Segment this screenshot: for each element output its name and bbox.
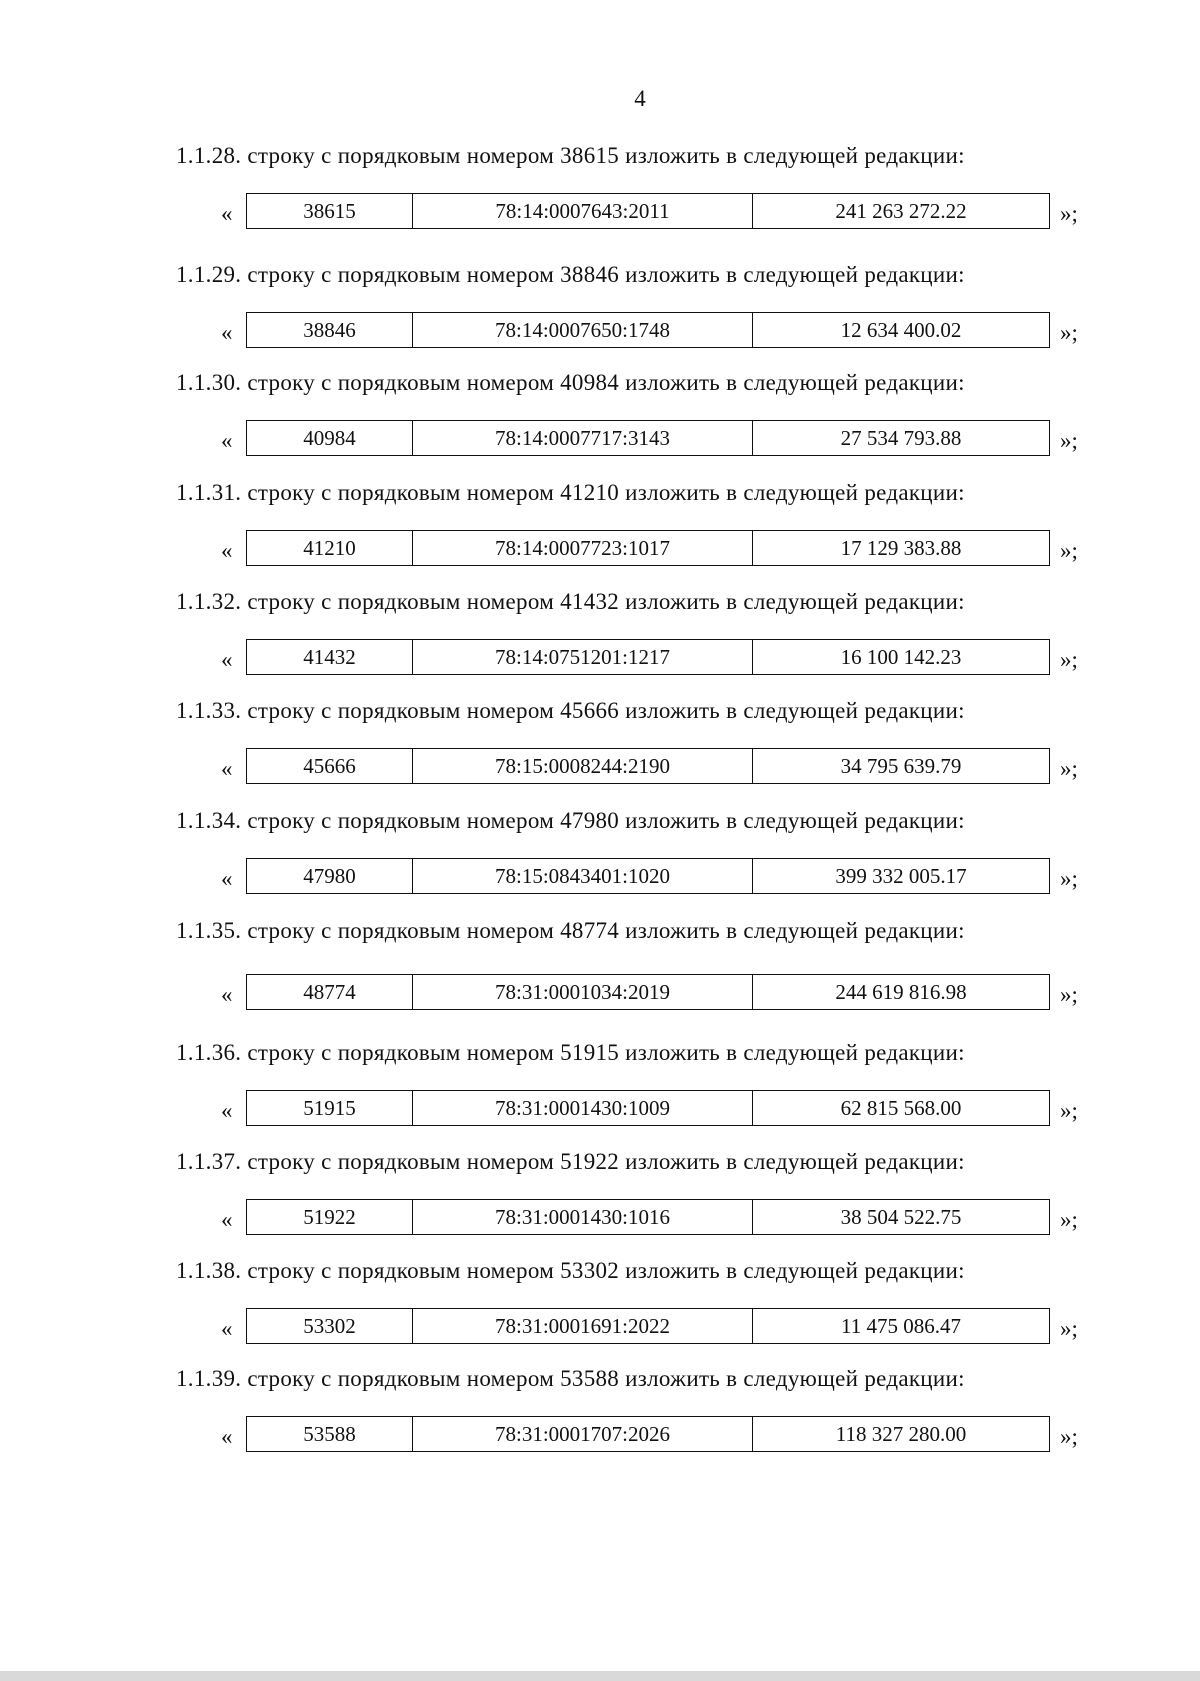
row-table bbox=[246, 858, 1050, 894]
value-cell: 118 327 280.00 bbox=[835, 1421, 967, 1446]
replacement-row bbox=[0, 748, 1200, 788]
amendment-item bbox=[0, 143, 1200, 253]
row-table bbox=[246, 1416, 1050, 1452]
row-table bbox=[246, 1308, 1050, 1344]
value-cell: 12 634 400.02 bbox=[840, 317, 962, 342]
replacement-row bbox=[0, 420, 1200, 460]
amendment-item bbox=[0, 918, 1200, 1028]
closing-quote: »; bbox=[1060, 538, 1078, 563]
value-cell: 241 263 272.22 bbox=[835, 198, 967, 223]
value-cell: 11 475 086.47 bbox=[841, 1313, 961, 1338]
amendment-item bbox=[0, 1040, 1200, 1150]
replacement-row bbox=[0, 1308, 1200, 1348]
cadastral-number-cell: 78:31:0001691:2022 bbox=[413, 1309, 753, 1343]
row-number-cell: 51915 bbox=[247, 1091, 413, 1125]
amendment-instruction: 1.1.35. строку с порядковым номером 48774 изложить в следующей редакции: bbox=[176, 918, 965, 943]
opening-quote: « bbox=[221, 647, 233, 672]
amendment-item bbox=[0, 1258, 1200, 1368]
amendment-item bbox=[0, 262, 1200, 372]
amendment-instruction: 1.1.39. строку с порядковым номером 53588 изложить в следующей редакции: bbox=[176, 1366, 965, 1391]
replacement-row bbox=[0, 1416, 1200, 1456]
opening-quote: « bbox=[221, 201, 233, 226]
amendment-instruction: 1.1.29. строку с порядковым номером 38846 изложить в следующей редакции: bbox=[176, 262, 965, 287]
amendment-instruction: 1.1.28. строку с порядковым номером 38615 изложить в следующей редакции: bbox=[176, 143, 965, 168]
value-cell: 17 129 383.88 bbox=[840, 535, 962, 560]
replacement-row bbox=[0, 858, 1200, 898]
amendment-instruction: 1.1.36. строку с порядковым номером 51915 изложить в следующей редакции: bbox=[176, 1040, 965, 1065]
closing-quote: »; bbox=[1060, 647, 1078, 672]
row-table bbox=[246, 193, 1050, 229]
opening-quote: « bbox=[221, 1424, 233, 1449]
cadastral-number-cell: 78:14:0007643:2011 bbox=[413, 194, 753, 228]
value-cell: 38 504 522.75 bbox=[840, 1204, 962, 1229]
row-number-cell: 48774 bbox=[247, 975, 413, 1009]
opening-quote: « bbox=[221, 866, 233, 891]
row-table bbox=[246, 1090, 1050, 1126]
row-number-cell: 53588 bbox=[247, 1417, 413, 1451]
row-table bbox=[246, 974, 1050, 1010]
opening-quote: « bbox=[221, 1098, 233, 1123]
opening-quote: « bbox=[221, 982, 233, 1007]
opening-quote: « bbox=[221, 1207, 233, 1232]
row-table bbox=[246, 1199, 1050, 1235]
closing-quote: »; bbox=[1060, 201, 1078, 226]
closing-quote: »; bbox=[1060, 1207, 1078, 1232]
closing-quote: »; bbox=[1060, 1424, 1078, 1449]
closing-quote: »; bbox=[1060, 756, 1078, 781]
cadastral-number-cell: 78:31:0001034:2019 bbox=[413, 975, 753, 1009]
row-number-cell: 45666 bbox=[247, 749, 413, 783]
amendment-instruction: 1.1.32. строку с порядковым номером 41432 изложить в следующей редакции: bbox=[176, 589, 965, 614]
row-number-cell: 38615 bbox=[247, 194, 413, 228]
row-number-cell: 41432 bbox=[247, 640, 413, 674]
opening-quote: « bbox=[221, 538, 233, 563]
closing-quote: »; bbox=[1060, 866, 1078, 891]
row-number-cell: 40984 bbox=[247, 421, 413, 455]
value-cell: 27 534 793.88 bbox=[840, 425, 962, 450]
amendment-item bbox=[0, 480, 1200, 590]
amendment-instruction: 1.1.34. строку с порядковым номером 47980 изложить в следующей редакции: bbox=[176, 808, 965, 833]
opening-quote: « bbox=[221, 320, 233, 345]
amendment-item bbox=[0, 698, 1200, 808]
row-number-cell: 53302 bbox=[247, 1309, 413, 1343]
cadastral-number-cell: 78:15:0843401:1020 bbox=[413, 859, 753, 893]
amendment-instruction: 1.1.37. строку с порядковым номером 51922 изложить в следующей редакции: bbox=[176, 1149, 965, 1174]
amendment-item bbox=[0, 589, 1200, 699]
row-number-cell: 47980 bbox=[247, 859, 413, 893]
amendment-item bbox=[0, 808, 1200, 918]
row-number-cell: 41210 bbox=[247, 531, 413, 565]
replacement-row bbox=[0, 639, 1200, 679]
closing-quote: »; bbox=[1060, 428, 1078, 453]
amendment-instruction: 1.1.38. строку с порядковым номером 53302 изложить в следующей редакции: bbox=[176, 1258, 965, 1283]
value-cell: 16 100 142.23 bbox=[840, 644, 962, 669]
closing-quote: »; bbox=[1060, 1316, 1078, 1341]
cadastral-number-cell: 78:15:0008244:2190 bbox=[413, 749, 753, 783]
value-cell: 244 619 816.98 bbox=[835, 979, 967, 1004]
cadastral-number-cell: 78:14:0007723:1017 bbox=[413, 531, 753, 565]
amendment-item bbox=[0, 370, 1200, 480]
opening-quote: « bbox=[221, 1316, 233, 1341]
row-number-cell: 51922 bbox=[247, 1200, 413, 1234]
row-table bbox=[246, 748, 1050, 784]
closing-quote: »; bbox=[1060, 1098, 1078, 1123]
page-number: 4 bbox=[634, 86, 646, 111]
amendment-instruction: 1.1.33. строку с порядковым номером 45666 изложить в следующей редакции: bbox=[176, 698, 965, 723]
value-cell: 62 815 568.00 bbox=[840, 1095, 962, 1120]
row-table bbox=[246, 312, 1050, 348]
row-table bbox=[246, 420, 1050, 456]
cadastral-number-cell: 78:31:0001430:1009 bbox=[413, 1091, 753, 1125]
cadastral-number-cell: 78:31:0001430:1016 bbox=[413, 1200, 753, 1234]
replacement-row bbox=[0, 1090, 1200, 1130]
closing-quote: »; bbox=[1060, 982, 1078, 1007]
replacement-row bbox=[0, 974, 1200, 1014]
replacement-row bbox=[0, 1199, 1200, 1239]
cadastral-number-cell: 78:14:0007650:1748 bbox=[413, 313, 753, 347]
amendment-item bbox=[0, 1149, 1200, 1259]
amendment-item bbox=[0, 1366, 1200, 1476]
value-cell: 399 332 005.17 bbox=[835, 863, 967, 888]
closing-quote: »; bbox=[1060, 320, 1078, 345]
replacement-row bbox=[0, 193, 1200, 233]
row-table bbox=[246, 639, 1050, 675]
amendment-instruction: 1.1.30. строку с порядковым номером 40984 изложить в следующей редакции: bbox=[176, 370, 965, 395]
value-cell: 34 795 639.79 bbox=[840, 753, 962, 778]
cadastral-number-cell: 78:31:0001707:2026 bbox=[413, 1417, 753, 1451]
scan-edge bbox=[0, 1671, 1200, 1681]
amendment-instruction: 1.1.31. строку с порядковым номером 41210 изложить в следующей редакции: bbox=[176, 480, 965, 505]
replacement-row bbox=[0, 312, 1200, 352]
row-table bbox=[246, 530, 1050, 566]
opening-quote: « bbox=[221, 428, 233, 453]
cadastral-number-cell: 78:14:0751201:1217 bbox=[413, 640, 753, 674]
cadastral-number-cell: 78:14:0007717:3143 bbox=[413, 421, 753, 455]
replacement-row bbox=[0, 530, 1200, 570]
opening-quote: « bbox=[221, 756, 233, 781]
row-number-cell: 38846 bbox=[247, 313, 413, 347]
